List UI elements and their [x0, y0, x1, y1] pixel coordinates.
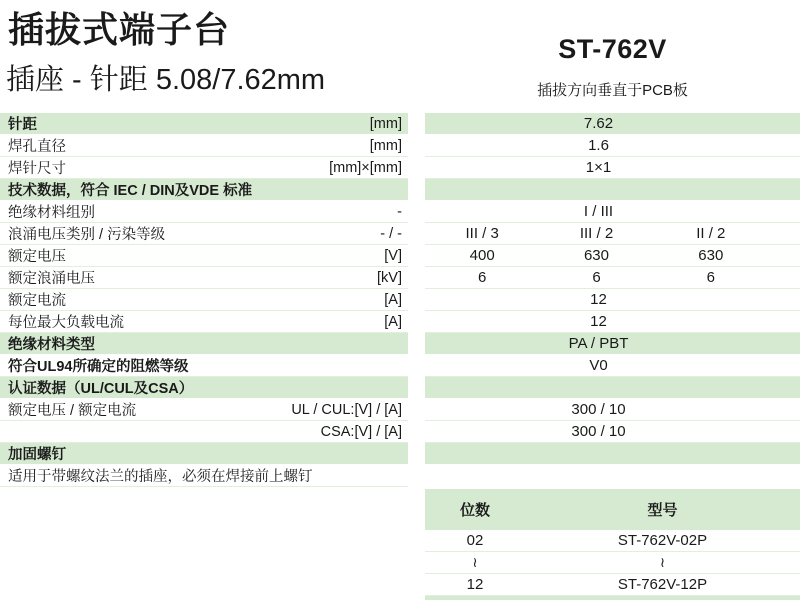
spec-unit: - / - — [380, 225, 402, 242]
spec-row-pitch — [0, 113, 800, 135]
model-value: ST-762V-02P — [617, 532, 708, 549]
spec-label: 焊孔直径 — [8, 139, 66, 155]
page-subtitle: 插座 - 针距 5.08/7.62mm — [6, 64, 326, 96]
positions-value: 02 — [466, 532, 484, 549]
spec-label: 每位最大负载电流 — [8, 315, 124, 331]
column-gap — [408, 135, 425, 157]
spec-row-csa-rating — [0, 421, 800, 443]
spec-row-pin-size — [0, 157, 800, 179]
section-header-fixing-screw — [0, 443, 800, 465]
spec-value: 400 — [469, 247, 495, 264]
spec-row-rated-current — [0, 289, 800, 311]
spec-value: 12 — [590, 313, 607, 330]
spec-row-fixing-screw-note — [0, 465, 800, 487]
section-header-technical-data — [0, 179, 800, 201]
spec-unit: [A] — [384, 313, 402, 330]
spec-value: 6 — [706, 269, 715, 286]
column-gap — [408, 245, 425, 267]
spec-label: 额定电压 — [8, 249, 66, 265]
spec-value: 1.6 — [588, 137, 609, 154]
spec-label: 浪涌电压类别 / 污染等级 — [8, 227, 166, 243]
spec-value: 7.62 — [583, 115, 614, 132]
spec-value: V0 — [589, 357, 608, 374]
spec-row-hole-diameter — [0, 135, 800, 157]
column-gap — [408, 377, 425, 399]
ellipsis-glyph: ≀ — [659, 554, 666, 570]
spec-value: 6 — [477, 269, 487, 286]
spec-row-surge-category — [0, 223, 800, 245]
models-row — [425, 530, 800, 552]
spec-label: 额定浪涌电压 — [8, 271, 95, 287]
next-section-strip — [425, 596, 800, 600]
models-row — [425, 574, 800, 596]
spec-label: 额定电流 — [8, 293, 66, 309]
spec-row-max-load-current — [0, 311, 800, 333]
spec-value: III / 2 — [579, 225, 614, 242]
spec-row-ul-cul-rating — [0, 399, 800, 421]
spec-label: 额定电压 / 额定电流 — [8, 403, 137, 419]
spec-value: 1×1 — [585, 159, 612, 176]
models-table — [425, 489, 800, 596]
models-header-model: 型号 — [647, 502, 678, 519]
column-gap — [408, 201, 425, 223]
spec-value: PA / PBT — [568, 335, 629, 352]
spec-value: I / III — [583, 203, 614, 220]
spec-note: 适用于带螺纹法兰的插座，必须在焊接前上螺钉 — [8, 469, 313, 485]
spec-unit: [A] — [384, 291, 402, 308]
spec-label: 针距 — [8, 117, 37, 133]
spec-value: II / 2 — [696, 225, 726, 242]
models-header-positions: 位数 — [459, 502, 490, 519]
spec-label: 绝缘材料组别 — [8, 205, 95, 221]
spec-value: III / 3 — [465, 225, 499, 242]
spec-row-insulation-group — [0, 201, 800, 223]
spec-value: 6 — [592, 269, 601, 286]
ellipsis-glyph: ≀ — [472, 554, 478, 570]
positions-value: 12 — [466, 576, 484, 593]
page-title: 插拔式端子台 — [8, 9, 231, 50]
section-title: 认证数据（UL/CUL及CSA） — [8, 381, 194, 397]
column-gap — [408, 311, 425, 333]
column-gap — [408, 289, 425, 311]
column-gap — [408, 267, 425, 289]
spec-unit: [V] — [384, 247, 402, 264]
section-header-insulation-material — [0, 333, 800, 355]
spec-label: 符合UL94所确定的阻燃等级 — [8, 359, 189, 375]
model-orientation-note: 插拔方向垂直于PCB板 — [537, 82, 688, 99]
spec-table — [0, 113, 800, 487]
section-header-certification-data — [0, 377, 800, 399]
spec-unit: [mm] — [369, 115, 402, 132]
column-gap — [408, 179, 425, 201]
section-title: 技术数据，符合 IEC / DIN及VDE 标准 — [8, 183, 253, 199]
column-gap — [408, 355, 425, 377]
spec-unit: [mm] — [369, 137, 402, 154]
spec-unit: UL / CUL:[V] / [A] — [291, 401, 402, 418]
column-gap — [408, 421, 425, 443]
spec-row-rated-voltage — [0, 245, 800, 267]
column-gap — [408, 157, 425, 179]
spec-value: 300 / 10 — [571, 401, 626, 418]
spec-unit: [kV] — [377, 269, 402, 286]
model-number: ST-762V — [558, 34, 667, 64]
spec-value: 300 / 10 — [571, 423, 626, 440]
column-gap — [408, 465, 425, 487]
spec-unit: - — [397, 203, 402, 220]
spec-unit: [mm]×[mm] — [329, 159, 402, 176]
section-title: 绝缘材料类型 — [8, 337, 95, 353]
spec-value: 12 — [590, 291, 607, 308]
spec-row-ul94-flammability — [0, 355, 800, 377]
section-title: 加固螺钉 — [8, 447, 66, 463]
models-table-header — [425, 489, 800, 530]
model-value: ST-762V-12P — [617, 576, 708, 593]
model-header — [425, 0, 800, 100]
spec-value: 630 — [698, 247, 724, 264]
column-gap — [408, 113, 425, 135]
spec-row-rated-surge-voltage — [0, 267, 800, 289]
column-gap — [408, 223, 425, 245]
spec-unit: CSA:[V] / [A] — [320, 423, 402, 440]
spec-value: 630 — [583, 247, 609, 264]
column-gap — [408, 443, 425, 465]
spec-label: 焊针尺寸 — [8, 161, 66, 177]
models-row-ellipsis — [425, 552, 800, 574]
column-gap — [408, 333, 425, 355]
column-gap — [408, 399, 425, 421]
